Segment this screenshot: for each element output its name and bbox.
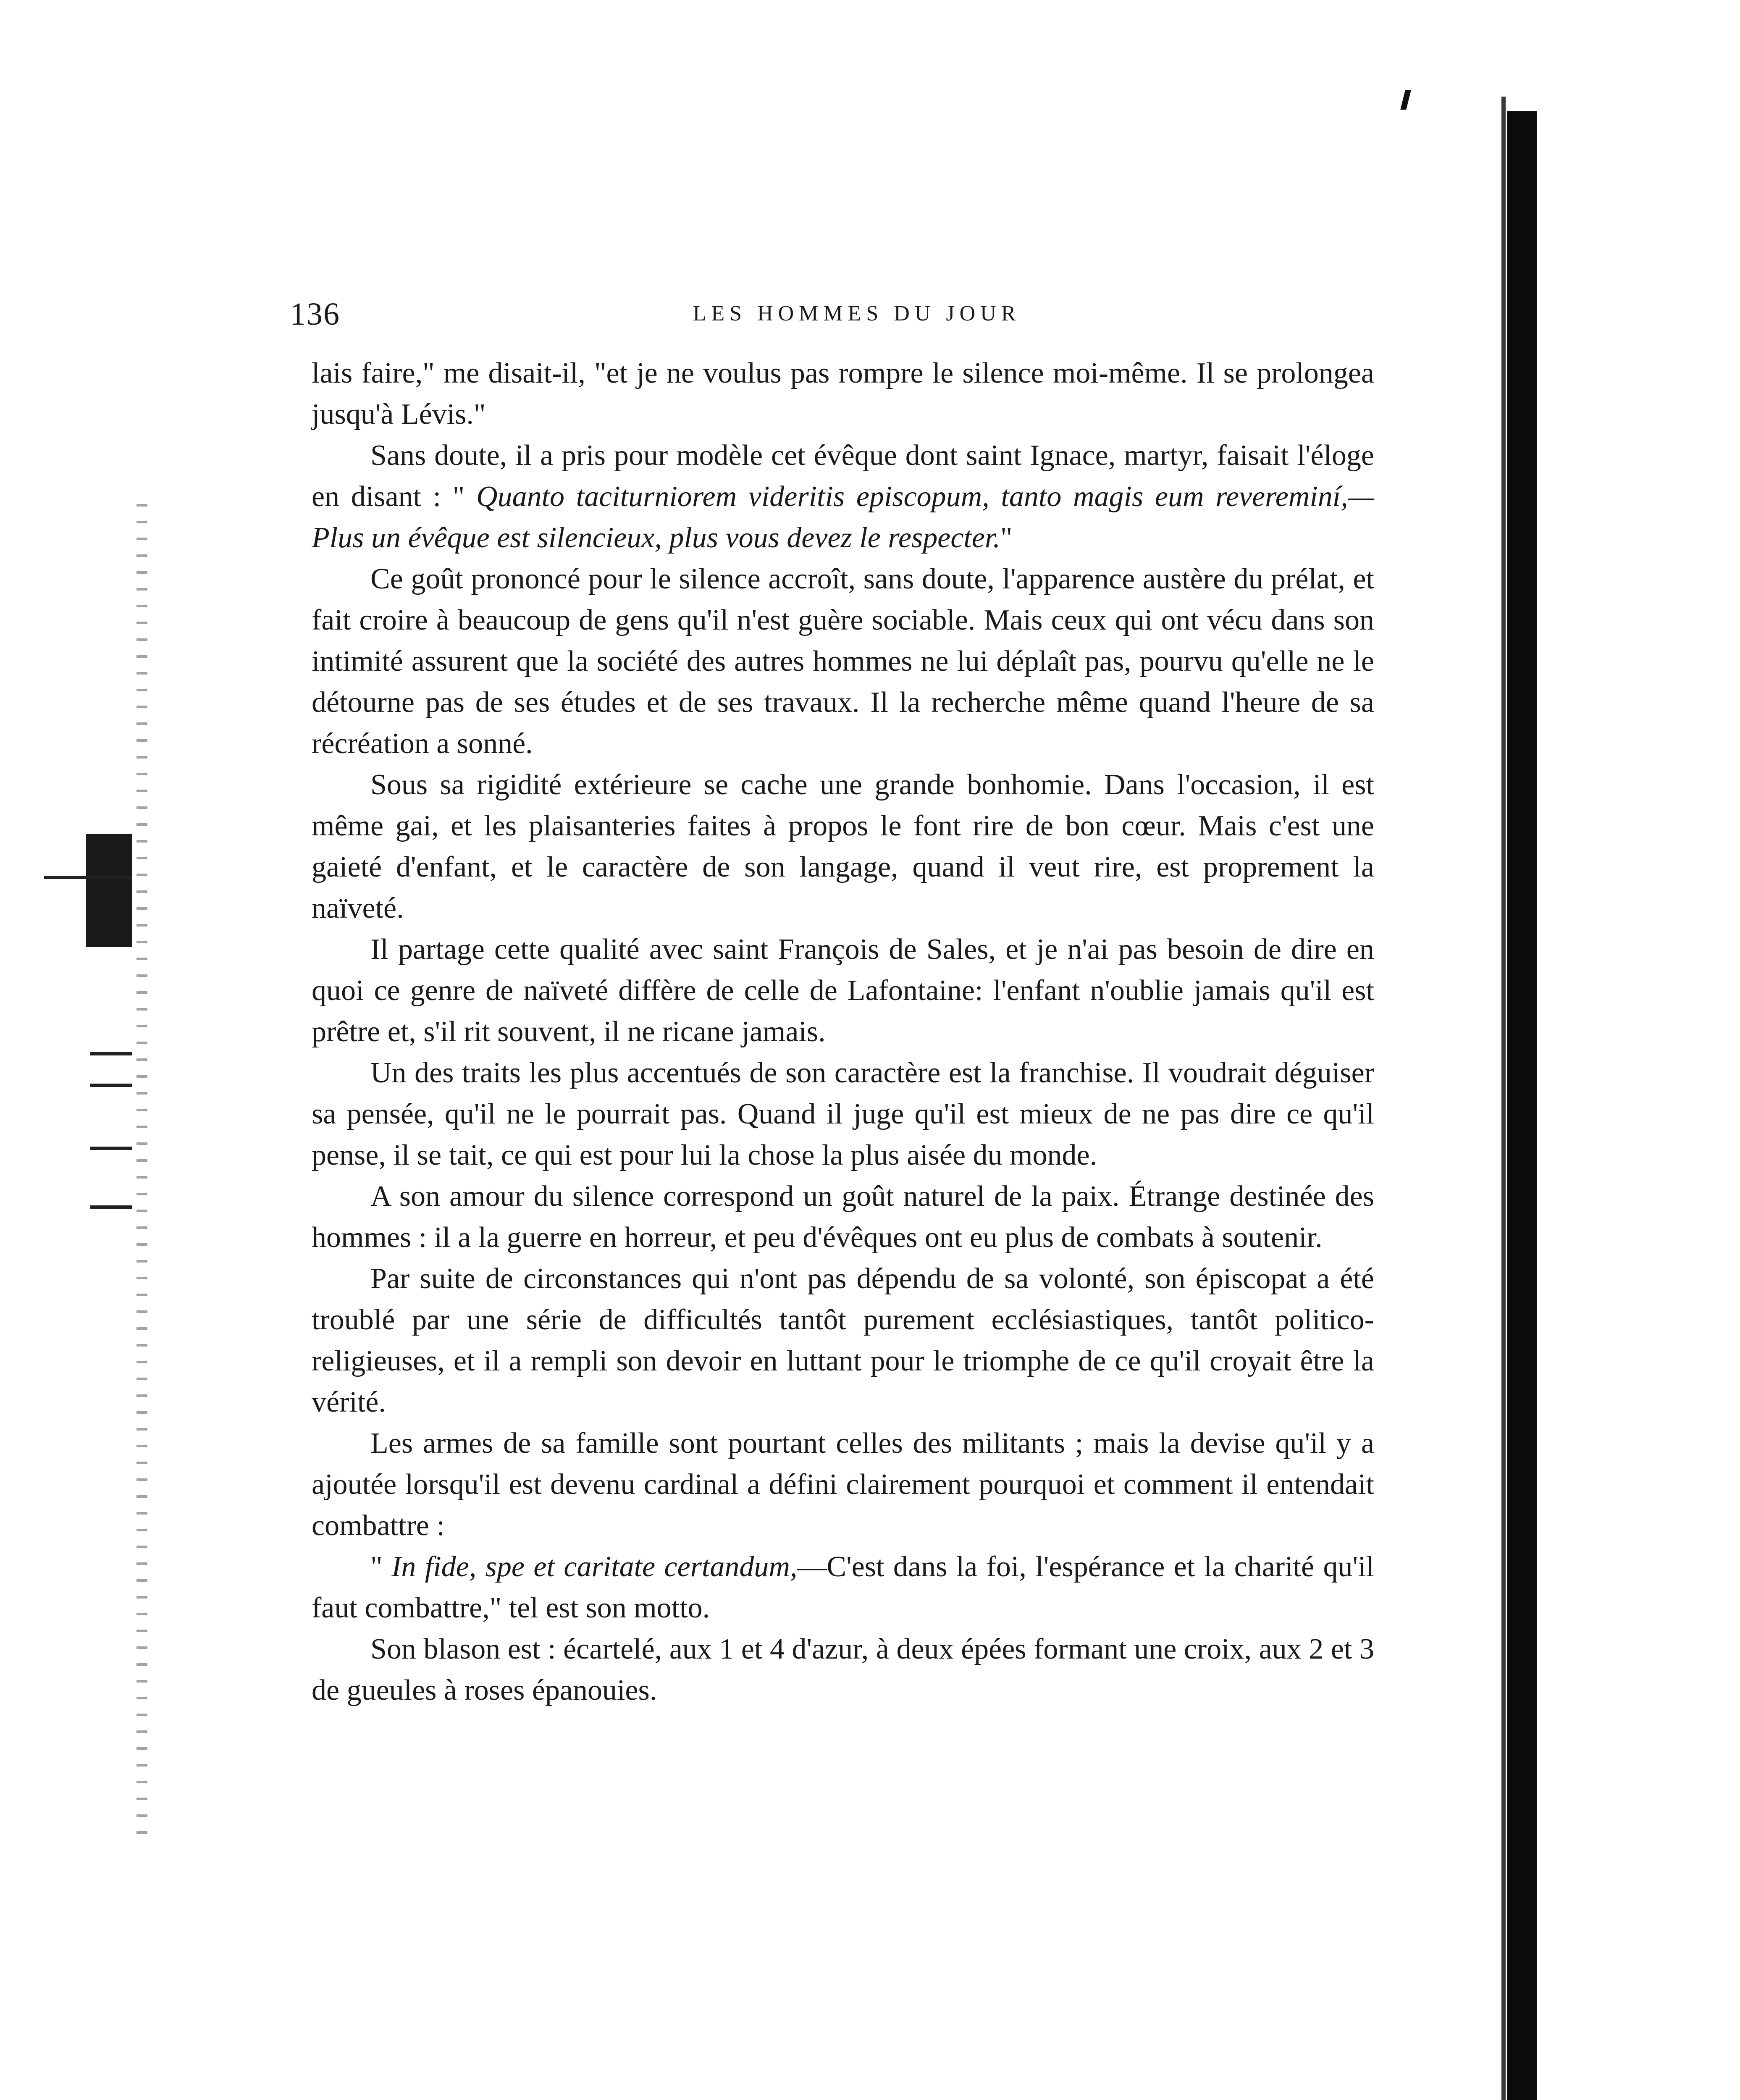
text-run: " — [1000, 522, 1013, 554]
binding-rule — [90, 1147, 132, 1150]
text-run: A son amour du silence correspond un goût naturel de la paix. Étrange destinée des hommes : il a la guerre en horreur, et peu d'évêques ont eu plus de combats à soutenir. — [312, 1180, 1374, 1254]
paragraph — [312, 1546, 1374, 1629]
binding-rule — [90, 1052, 132, 1055]
scan-shadow-right-edge — [1501, 97, 1506, 2100]
text-run: Les armes de sa famille sont pourtant celles des militants ; mais la devise qu'il y a ajoutée lorsqu'il est devenu cardinal a défini clairement pourquoi et comment il entendait combattre : — [312, 1427, 1374, 1542]
text-run: lais faire," me disait-il, "et je ne voulus pas rompre le silence moi-même. Il se prolongea jusqu'à Lévis." — [312, 357, 1374, 430]
text-run: —C'est dans la foi, l'espérance et la charité qu'il faut combattre," tel est son motto. — [312, 1551, 1374, 1624]
italic-text: In fide, spe et caritate certandum, — [391, 1551, 798, 1583]
text-run: Un des traits les plus accentués de son caractère est la franchise. Il voudrait déguiser sa pensée, qu'il ne le pourrait pas. Quand il juge qu'il est mieux de ne pas dire ce qu'il pense, il se tait, ce qui est pour lui la chose la plus aisée du monde. — [312, 1057, 1374, 1171]
scan-corner-mark — [1400, 90, 1411, 110]
text-run: Ce goût prononcé pour le silence accroît, sans doute, l'apparence austère du prélat, et fait croire à beaucoup de gens qu'il n'est guère sociable. Mais ceux qui ont vécu dans son intimité assurent que la société des autres hommes ne lui déplaît pas, pourvu qu'elle ne le détourne pas de ses études et de ses travaux. Il la recherche même quand l'heure de sa récréation a sonné. — [312, 563, 1374, 760]
page-number: 136 — [290, 297, 340, 332]
paragraph — [312, 435, 1374, 559]
text-run: Son blason est : écartelé, aux 1 et 4 d'azur, à deux épées formant une croix, aux 2 et 3 de gueules à roses épanouies. — [312, 1633, 1374, 1706]
paragraph — [312, 1053, 1374, 1176]
paragraph — [312, 1176, 1374, 1258]
paragraph — [312, 1423, 1374, 1546]
paragraph — [312, 559, 1374, 764]
text-run: Sous sa rigidité extérieure se cache une grande bonhomie. Dans l'occasion, il est même gai, et les plaisanteries faites à propos le font rire de bon cœur. Mais c'est une gaieté d'enfant, et le caractère de son langage, quand il veut rire, est proprement la naïveté. — [312, 769, 1374, 924]
running-head — [290, 296, 1424, 334]
text-run: Il partage cette qualité avec saint François de Sales, et je n'ai pas besoin de dire en quoi ce genre de naïveté diffère de celle de Lafontaine: l'enfant n'oublie jamais qu'il est prêtre et, s'il rit souvent, il ne ricane jamais. — [312, 933, 1374, 1048]
paragraph — [312, 1258, 1374, 1423]
paragraph — [312, 1629, 1374, 1711]
scan-shadow-right — [1507, 111, 1537, 2100]
italic-text: Quanto taciturniorem videritis episcopum, tanto magis eum revereminí,—Plus un évêque est silencieux, plus vous devez le respecter. — [312, 480, 1374, 554]
binding-rule — [44, 876, 132, 879]
binding-rule — [90, 1084, 132, 1087]
text-run: " — [370, 1551, 392, 1583]
body-text — [312, 353, 1374, 1711]
paragraph — [312, 353, 1374, 435]
binding-mark — [86, 834, 132, 947]
text-run: Par suite de circonstances qui n'ont pas dépendu de sa volonté, son épiscopat a été troublé par une série de difficultés tantôt purement ecclésiastiques, tantôt politico-religieuses, et il a rempli son devoir en luttant pour le triomphe de ce qu'il croyait être la vérité. — [312, 1263, 1374, 1418]
binding-specks — [136, 504, 147, 1848]
text-run: Sans doute, il a pris pour modèle cet évêque dont saint Ignace, martyr, faisait l'éloge en disant : " — [312, 439, 1374, 513]
paragraph — [312, 929, 1374, 1053]
binding-rule — [90, 1205, 132, 1209]
paragraph — [312, 764, 1374, 929]
running-head-title: LES HOMMES DU JOUR — [693, 302, 1021, 326]
